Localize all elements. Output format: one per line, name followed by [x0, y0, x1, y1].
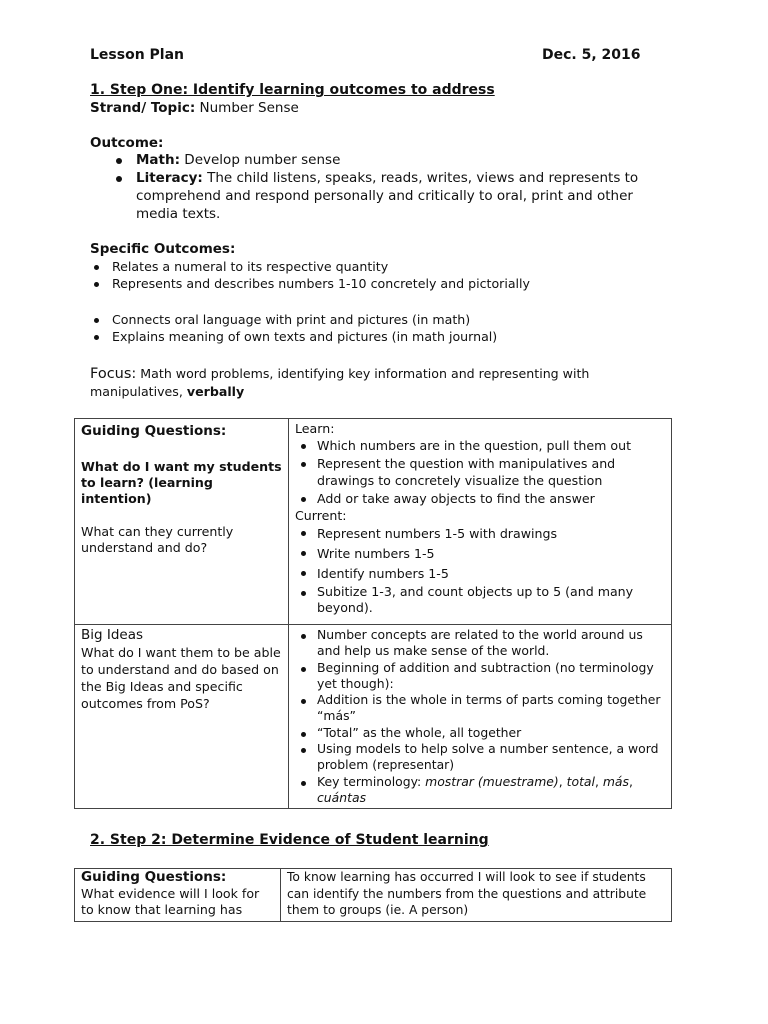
outcome-list	[90, 151, 670, 223]
list-item: Identify numbers 1-5	[295, 564, 665, 584]
focus-text: Math word problems, identifying key information and representing with manipulatives,	[90, 366, 590, 399]
outcomes-table	[74, 418, 672, 809]
learning-intention-question: What do I want my students to learn? (learning intention)	[81, 459, 282, 506]
strand-value: Number Sense	[195, 100, 299, 116]
table-row	[75, 869, 672, 922]
list-item: Connects oral language with print and pictures (in math)	[90, 311, 670, 328]
evidence-answer: To know learning has occurred I will look to see if students can identify the numbers from the questions and attribute them to groups (ie. A person)	[287, 870, 647, 917]
key-terminology-item: Key terminology: mostrar (muestrame), total, más, cuántas	[295, 774, 665, 807]
big-ideas-list	[295, 627, 665, 806]
outcome-math: Math: Develop number sense	[90, 151, 670, 169]
strand-label: Strand/ Topic:	[90, 100, 196, 116]
list-item: Number concepts are related to the world around us and help us make sense of the world.	[295, 627, 665, 660]
guiding-questions-title: Guiding Questions:	[81, 423, 227, 439]
big-ideas-question: What do I want them to be able to understand and do based on the Big Ideas and specific outcomes from PoS?	[81, 645, 281, 711]
guiding-questions-cell	[75, 419, 289, 625]
strand-topic	[90, 99, 299, 117]
list-item: Add or take away objects to find the answer	[295, 490, 665, 508]
list-item: Explains meaning of own texts and pictures (in math journal)	[90, 328, 670, 345]
document-date: Dec. 5, 2016	[542, 47, 641, 63]
step1-heading: 1. Step One: Identify learning outcomes to address	[90, 82, 495, 98]
evidence-guiding-cell	[75, 869, 281, 922]
specific-outcomes-list-a	[90, 258, 670, 292]
document-title: Lesson Plan	[90, 47, 185, 63]
list-item: Addition is the whole in terms of parts coming together “más”	[295, 692, 665, 725]
learn-label: Learn:	[295, 421, 335, 436]
current-label: Current:	[295, 508, 347, 523]
table-row	[75, 625, 672, 809]
learn-list	[295, 437, 665, 507]
focus-paragraph	[90, 365, 660, 400]
list-item: Write numbers 1-5	[295, 544, 665, 564]
list-item: Beginning of addition and subtraction (no terminology yet though):	[295, 660, 665, 693]
current-list	[295, 524, 665, 616]
learn-current-cell	[289, 419, 672, 625]
list-item: Which numbers are in the question, pull them out	[295, 437, 665, 455]
table-row	[75, 419, 672, 625]
list-item: Using models to help solve a number sentence, a word problem (representar)	[295, 741, 665, 774]
list-item: Subitize 1-3, and count objects up to 5 (and many beyond).	[295, 584, 665, 616]
current-understanding-question: What can they currently understand and do?	[81, 524, 234, 555]
evidence-guiding-title: Guiding Questions:	[81, 869, 227, 885]
outcome-literacy: Literacy: The child listens, speaks, reads, writes, views and represents to comprehend and respond personally and critically to oral, print and other media texts.	[90, 169, 670, 223]
evidence-answer-cell	[281, 869, 672, 922]
outcome-label: Outcome:	[90, 135, 164, 151]
list-item: Represent the question with manipulatives and drawings to concretely visualize the question	[295, 455, 665, 490]
list-item: “Total” as the whole, all together	[295, 725, 665, 741]
evidence-table	[74, 868, 672, 922]
list-item: Represent numbers 1-5 with drawings	[295, 524, 665, 544]
focus-bold: verbally	[186, 384, 245, 399]
list-item: Relates a numeral to its respective quantity	[90, 258, 670, 275]
focus-label: Focus:	[90, 366, 137, 382]
list-item: Represents and describes numbers 1-10 concretely and pictorially	[90, 275, 670, 292]
big-ideas-list-cell	[289, 625, 672, 809]
evidence-question: What evidence will I look for to know that learning has	[81, 886, 260, 917]
big-ideas-title: Big Ideas	[81, 627, 144, 643]
step2-heading: 2. Step 2: Determine Evidence of Student learning	[90, 832, 489, 848]
specific-outcomes-list-b	[90, 311, 670, 345]
big-ideas-cell	[75, 625, 289, 809]
specific-outcomes-label: Specific Outcomes:	[90, 241, 236, 257]
